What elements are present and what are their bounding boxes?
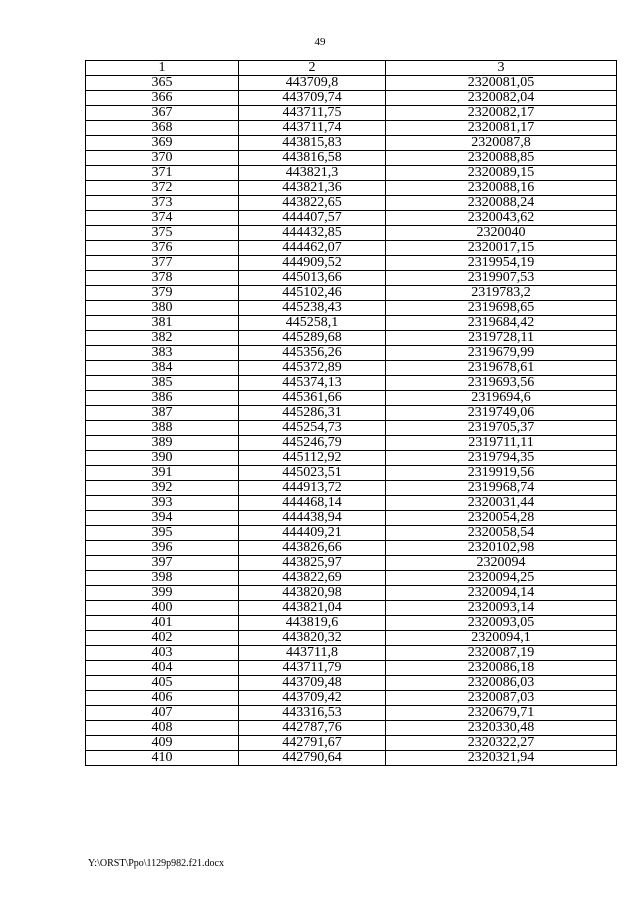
y-coordinate-cell: 2320086,18 bbox=[386, 661, 617, 676]
y-coordinate-cell: 2319749,06 bbox=[386, 406, 617, 421]
y-coordinate-cell: 2320040 bbox=[386, 226, 617, 241]
point-number-cell: 372 bbox=[86, 181, 239, 196]
table-row bbox=[86, 481, 617, 496]
footer-file-path: Y:\ORST\Ppo\1129p982.f21.docx bbox=[88, 858, 224, 869]
x-coordinate-cell: 443821,36 bbox=[239, 181, 386, 196]
x-coordinate-cell: 444438,94 bbox=[239, 511, 386, 526]
point-number-cell: 388 bbox=[86, 421, 239, 436]
point-number-cell: 396 bbox=[86, 541, 239, 556]
coordinates-table bbox=[85, 60, 617, 766]
x-coordinate-cell: 443709,48 bbox=[239, 676, 386, 691]
table-row bbox=[86, 151, 617, 166]
y-coordinate-cell: 2319728,11 bbox=[386, 331, 617, 346]
point-number-cell: 397 bbox=[86, 556, 239, 571]
y-coordinate-cell: 2320093,05 bbox=[386, 616, 617, 631]
point-number-cell: 405 bbox=[86, 676, 239, 691]
y-coordinate-cell: 2320679,71 bbox=[386, 706, 617, 721]
table-row bbox=[86, 661, 617, 676]
table-row bbox=[86, 346, 617, 361]
x-coordinate-cell: 445356,26 bbox=[239, 346, 386, 361]
x-coordinate-cell: 444409,21 bbox=[239, 526, 386, 541]
point-number-cell: 398 bbox=[86, 571, 239, 586]
y-coordinate-cell: 2319679,99 bbox=[386, 346, 617, 361]
point-number-cell: 400 bbox=[86, 601, 239, 616]
point-number-cell: 401 bbox=[86, 616, 239, 631]
table-body bbox=[86, 76, 617, 766]
point-number-cell: 386 bbox=[86, 391, 239, 406]
point-number-cell: 375 bbox=[86, 226, 239, 241]
y-coordinate-cell: 2320094,14 bbox=[386, 586, 617, 601]
point-number-cell: 378 bbox=[86, 271, 239, 286]
y-coordinate-cell: 2320094 bbox=[386, 556, 617, 571]
y-coordinate-cell: 2320087,8 bbox=[386, 136, 617, 151]
point-number-cell: 393 bbox=[86, 496, 239, 511]
table-row bbox=[86, 181, 617, 196]
column-header-2: 2 bbox=[239, 61, 386, 76]
table-row bbox=[86, 76, 617, 91]
table-row bbox=[86, 721, 617, 736]
table-row bbox=[86, 286, 617, 301]
x-coordinate-cell: 443821,04 bbox=[239, 601, 386, 616]
point-number-cell: 390 bbox=[86, 451, 239, 466]
point-number-cell: 367 bbox=[86, 106, 239, 121]
y-coordinate-cell: 2319783,2 bbox=[386, 286, 617, 301]
y-coordinate-cell: 2319693,56 bbox=[386, 376, 617, 391]
x-coordinate-cell: 443709,74 bbox=[239, 91, 386, 106]
x-coordinate-cell: 443709,42 bbox=[239, 691, 386, 706]
table-row bbox=[86, 616, 617, 631]
y-coordinate-cell: 2319919,56 bbox=[386, 466, 617, 481]
table-row bbox=[86, 121, 617, 136]
page-number: 49 bbox=[314, 36, 326, 48]
y-coordinate-cell: 2320082,04 bbox=[386, 91, 617, 106]
y-coordinate-cell: 2320094,1 bbox=[386, 631, 617, 646]
y-coordinate-cell: 2320031,44 bbox=[386, 496, 617, 511]
y-coordinate-cell: 2320330,48 bbox=[386, 721, 617, 736]
y-coordinate-cell: 2319678,61 bbox=[386, 361, 617, 376]
y-coordinate-cell: 2319684,42 bbox=[386, 316, 617, 331]
point-number-cell: 394 bbox=[86, 511, 239, 526]
point-number-cell: 379 bbox=[86, 286, 239, 301]
x-coordinate-cell: 445254,73 bbox=[239, 421, 386, 436]
x-coordinate-cell: 445013,66 bbox=[239, 271, 386, 286]
point-number-cell: 371 bbox=[86, 166, 239, 181]
table-row bbox=[86, 361, 617, 376]
y-coordinate-cell: 2320081,05 bbox=[386, 76, 617, 91]
x-coordinate-cell: 445361,66 bbox=[239, 391, 386, 406]
x-coordinate-cell: 445372,89 bbox=[239, 361, 386, 376]
x-coordinate-cell: 443822,65 bbox=[239, 196, 386, 211]
x-coordinate-cell: 443316,53 bbox=[239, 706, 386, 721]
table-row bbox=[86, 736, 617, 751]
table-row bbox=[86, 631, 617, 646]
x-coordinate-cell: 443711,74 bbox=[239, 121, 386, 136]
x-coordinate-cell: 444432,85 bbox=[239, 226, 386, 241]
point-number-cell: 402 bbox=[86, 631, 239, 646]
x-coordinate-cell: 443821,3 bbox=[239, 166, 386, 181]
x-coordinate-cell: 445258,1 bbox=[239, 316, 386, 331]
table-row bbox=[86, 91, 617, 106]
point-number-cell: 391 bbox=[86, 466, 239, 481]
point-number-cell: 395 bbox=[86, 526, 239, 541]
y-coordinate-cell: 2320017,15 bbox=[386, 241, 617, 256]
x-coordinate-cell: 445286,31 bbox=[239, 406, 386, 421]
x-coordinate-cell: 445289,68 bbox=[239, 331, 386, 346]
point-number-cell: 368 bbox=[86, 121, 239, 136]
point-number-cell: 384 bbox=[86, 361, 239, 376]
x-coordinate-cell: 445238,43 bbox=[239, 301, 386, 316]
y-coordinate-cell: 2320321,94 bbox=[386, 751, 617, 766]
table-row bbox=[86, 706, 617, 721]
table-row bbox=[86, 586, 617, 601]
y-coordinate-cell: 2319954,19 bbox=[386, 256, 617, 271]
table-row bbox=[86, 241, 617, 256]
y-coordinate-cell: 2320102,98 bbox=[386, 541, 617, 556]
point-number-cell: 380 bbox=[86, 301, 239, 316]
table-row bbox=[86, 646, 617, 661]
table-row bbox=[86, 451, 617, 466]
x-coordinate-cell: 444909,52 bbox=[239, 256, 386, 271]
point-number-cell: 382 bbox=[86, 331, 239, 346]
y-coordinate-cell: 2320054,28 bbox=[386, 511, 617, 526]
table-row bbox=[86, 406, 617, 421]
table-row bbox=[86, 541, 617, 556]
table-row bbox=[86, 106, 617, 121]
point-number-cell: 365 bbox=[86, 76, 239, 91]
y-coordinate-cell: 2319968,74 bbox=[386, 481, 617, 496]
x-coordinate-cell: 443826,66 bbox=[239, 541, 386, 556]
point-number-cell: 389 bbox=[86, 436, 239, 451]
table-row bbox=[86, 136, 617, 151]
x-coordinate-cell: 443820,32 bbox=[239, 631, 386, 646]
point-number-cell: 392 bbox=[86, 481, 239, 496]
y-coordinate-cell: 2319711,11 bbox=[386, 436, 617, 451]
y-coordinate-cell: 2320088,16 bbox=[386, 181, 617, 196]
point-number-cell: 377 bbox=[86, 256, 239, 271]
column-header-1: 1 bbox=[86, 61, 239, 76]
table-header-row bbox=[86, 61, 617, 76]
point-number-cell: 406 bbox=[86, 691, 239, 706]
table-row bbox=[86, 166, 617, 181]
table-row bbox=[86, 271, 617, 286]
point-number-cell: 370 bbox=[86, 151, 239, 166]
table-row bbox=[86, 571, 617, 586]
table-row bbox=[86, 676, 617, 691]
x-coordinate-cell: 443825,97 bbox=[239, 556, 386, 571]
table-row bbox=[86, 496, 617, 511]
x-coordinate-cell: 443711,79 bbox=[239, 661, 386, 676]
y-coordinate-cell: 2319705,37 bbox=[386, 421, 617, 436]
y-coordinate-cell: 2320081,17 bbox=[386, 121, 617, 136]
y-coordinate-cell: 2319698,65 bbox=[386, 301, 617, 316]
y-coordinate-cell: 2320058,54 bbox=[386, 526, 617, 541]
x-coordinate-cell: 443820,98 bbox=[239, 586, 386, 601]
y-coordinate-cell: 2320088,85 bbox=[386, 151, 617, 166]
table-row bbox=[86, 196, 617, 211]
x-coordinate-cell: 443816,58 bbox=[239, 151, 386, 166]
x-coordinate-cell: 443822,69 bbox=[239, 571, 386, 586]
y-coordinate-cell: 2320322,27 bbox=[386, 736, 617, 751]
x-coordinate-cell: 445374,13 bbox=[239, 376, 386, 391]
y-coordinate-cell: 2319907,53 bbox=[386, 271, 617, 286]
point-number-cell: 373 bbox=[86, 196, 239, 211]
point-number-cell: 374 bbox=[86, 211, 239, 226]
x-coordinate-cell: 443711,8 bbox=[239, 646, 386, 661]
point-number-cell: 399 bbox=[86, 586, 239, 601]
y-coordinate-cell: 2320089,15 bbox=[386, 166, 617, 181]
x-coordinate-cell: 445102,46 bbox=[239, 286, 386, 301]
point-number-cell: 409 bbox=[86, 736, 239, 751]
x-coordinate-cell: 444407,57 bbox=[239, 211, 386, 226]
table-row bbox=[86, 466, 617, 481]
table-row bbox=[86, 211, 617, 226]
point-number-cell: 408 bbox=[86, 721, 239, 736]
x-coordinate-cell: 443819,6 bbox=[239, 616, 386, 631]
y-coordinate-cell: 2319794,35 bbox=[386, 451, 617, 466]
point-number-cell: 385 bbox=[86, 376, 239, 391]
table-row bbox=[86, 316, 617, 331]
x-coordinate-cell: 445112,92 bbox=[239, 451, 386, 466]
x-coordinate-cell: 442790,64 bbox=[239, 751, 386, 766]
point-number-cell: 404 bbox=[86, 661, 239, 676]
x-coordinate-cell: 445023,51 bbox=[239, 466, 386, 481]
x-coordinate-cell: 442787,76 bbox=[239, 721, 386, 736]
y-coordinate-cell: 2320088,24 bbox=[386, 196, 617, 211]
y-coordinate-cell: 2320082,17 bbox=[386, 106, 617, 121]
x-coordinate-cell: 443815,83 bbox=[239, 136, 386, 151]
y-coordinate-cell: 2320087,03 bbox=[386, 691, 617, 706]
table-row bbox=[86, 526, 617, 541]
point-number-cell: 403 bbox=[86, 646, 239, 661]
point-number-cell: 366 bbox=[86, 91, 239, 106]
table-row bbox=[86, 256, 617, 271]
x-coordinate-cell: 444913,72 bbox=[239, 481, 386, 496]
y-coordinate-cell: 2320093,14 bbox=[386, 601, 617, 616]
x-coordinate-cell: 443711,75 bbox=[239, 106, 386, 121]
point-number-cell: 381 bbox=[86, 316, 239, 331]
y-coordinate-cell: 2320087,19 bbox=[386, 646, 617, 661]
y-coordinate-cell: 2320094,25 bbox=[386, 571, 617, 586]
table-row bbox=[86, 391, 617, 406]
table-row bbox=[86, 436, 617, 451]
table-row bbox=[86, 226, 617, 241]
x-coordinate-cell: 444462,07 bbox=[239, 241, 386, 256]
point-number-cell: 376 bbox=[86, 241, 239, 256]
column-header-3: 3 bbox=[386, 61, 617, 76]
x-coordinate-cell: 442791,67 bbox=[239, 736, 386, 751]
point-number-cell: 383 bbox=[86, 346, 239, 361]
x-coordinate-cell: 444468,14 bbox=[239, 496, 386, 511]
table-row bbox=[86, 421, 617, 436]
point-number-cell: 407 bbox=[86, 706, 239, 721]
table-row bbox=[86, 331, 617, 346]
x-coordinate-cell: 443709,8 bbox=[239, 76, 386, 91]
point-number-cell: 369 bbox=[86, 136, 239, 151]
table-row bbox=[86, 511, 617, 526]
table-row bbox=[86, 691, 617, 706]
point-number-cell: 387 bbox=[86, 406, 239, 421]
table-row bbox=[86, 601, 617, 616]
table-row bbox=[86, 751, 617, 766]
x-coordinate-cell: 445246,79 bbox=[239, 436, 386, 451]
y-coordinate-cell: 2320043,62 bbox=[386, 211, 617, 226]
y-coordinate-cell: 2320086,03 bbox=[386, 676, 617, 691]
y-coordinate-cell: 2319694,6 bbox=[386, 391, 617, 406]
table-row bbox=[86, 376, 617, 391]
point-number-cell: 410 bbox=[86, 751, 239, 766]
table-row bbox=[86, 556, 617, 571]
table-row bbox=[86, 301, 617, 316]
